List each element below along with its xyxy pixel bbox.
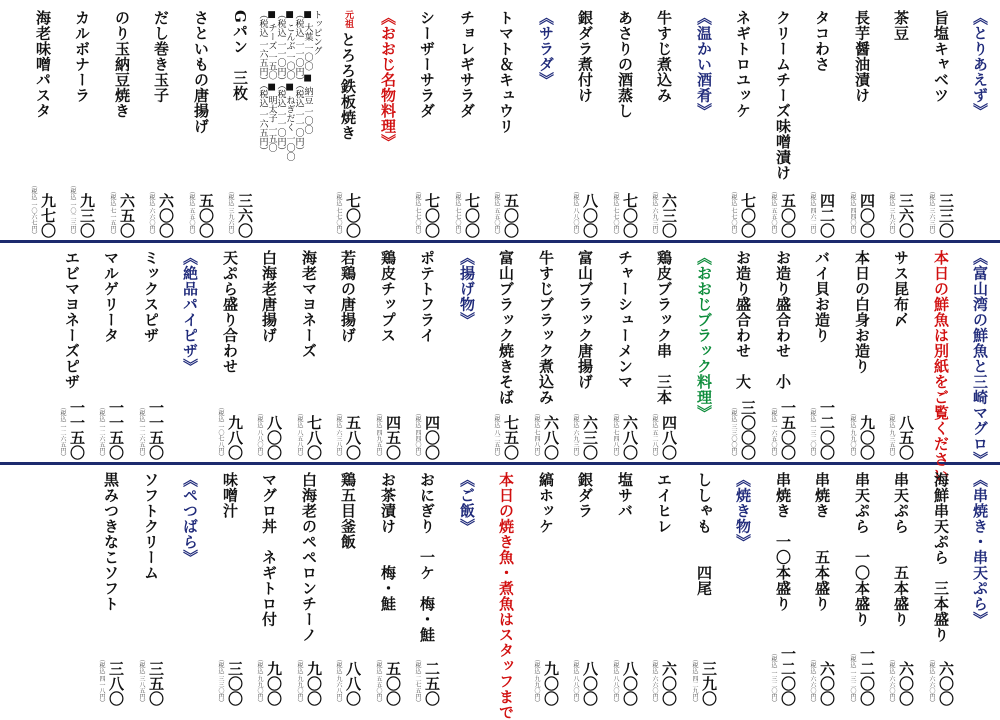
section-title: 《ご飯》 — [458, 472, 476, 534]
item-price: 一一五〇 — [147, 400, 165, 460]
notice-text: 本日の焼き魚・煮魚はスタッフまで — [497, 472, 515, 720]
item-price: 七〇〇 — [423, 193, 441, 238]
item-name: チョレギサラダ — [458, 10, 476, 119]
item-price-tax: （税込 九九〇円） — [296, 656, 303, 706]
menu-item — [94, 246, 127, 460]
menu-item — [687, 468, 720, 706]
item-price-tax: （税込 一〇二三円） — [69, 182, 76, 238]
menu-band-top — [0, 6, 1000, 238]
menu-item — [766, 6, 799, 238]
notice-column — [489, 468, 522, 720]
item-price-tax: （税込 四九五円） — [375, 410, 382, 460]
item-price: 六八〇 — [542, 415, 560, 460]
item-price-tax: （税込 六三八円） — [335, 410, 342, 460]
section-heading — [687, 6, 720, 238]
menu-item — [292, 468, 325, 706]
menu-item — [647, 246, 680, 460]
item-name: タコわさ — [813, 10, 831, 72]
section-heading — [963, 246, 996, 467]
item-price-tax: （税込 六六〇円） — [809, 656, 816, 706]
item-name: さといもの唐揚げ — [192, 10, 210, 134]
item-name: 白海老のペペロンチーノ — [300, 472, 318, 643]
item-price: 六三〇 — [581, 415, 599, 460]
item-price-tax: （税込 八八〇円） — [256, 410, 263, 460]
topping-line: ■ 大葉 一〇〇 ■ 納豆 一〇〇 — [302, 10, 313, 135]
item-price: 三三〇 — [937, 193, 955, 238]
item-price: 九〇〇 — [858, 415, 876, 460]
section-title: 《おおじ名物料理》 — [379, 10, 397, 150]
section-title: 《串焼き・串天ぷら》 — [971, 472, 989, 627]
menu-item — [450, 6, 483, 238]
item-price: 八〇〇 — [265, 415, 283, 460]
item-price-tax: （税込 一三二〇円） — [770, 650, 777, 706]
item-name: 白海老唐揚げ — [260, 250, 278, 343]
item-name: ミックスピザ — [142, 250, 160, 343]
item-price-tax: （税込 七七〇円） — [730, 188, 737, 238]
menu-item — [331, 246, 364, 460]
section-title: 《富山湾の鮮魚と三崎マグロ》 — [971, 250, 989, 467]
item-price-tax: （税込 九九〇円） — [256, 656, 263, 706]
item-price: 九〇〇 — [305, 661, 323, 706]
item-price-tax: （税込 六九三円） — [651, 188, 658, 238]
menu-item — [489, 246, 522, 460]
item-price: 六〇〇 — [818, 661, 836, 706]
section-title: 《焼き物》 — [734, 472, 752, 550]
item-name: マグロ丼 ネギトロ付 — [260, 472, 278, 627]
item-price: 四〇〇 — [858, 193, 876, 238]
item-price-tax: （税込 一三二〇円） — [849, 650, 856, 706]
item-price-tax: （税込 五二八円） — [651, 410, 658, 460]
item-name: クリームチーズ味噌漬け — [774, 10, 792, 181]
item-price-tax: （税込 七四八円） — [533, 410, 540, 460]
item-name: トマト＆キュウリ — [497, 10, 515, 134]
item-price: 八八〇 — [344, 661, 362, 706]
item-name: 茶豆 — [892, 10, 910, 41]
section-heading — [963, 6, 996, 238]
section-heading — [963, 468, 996, 706]
menu-item — [766, 246, 799, 460]
item-name: ししゃも 四尾 — [695, 472, 713, 596]
item-name: 牛すじブラック煮込み — [537, 250, 555, 405]
menu-item — [252, 468, 285, 706]
item-name: 本日の白身お造り — [853, 250, 871, 374]
menu-item — [55, 246, 88, 460]
item-price: 九〇〇 — [542, 661, 560, 706]
menu-item — [134, 246, 167, 460]
item-name: 串天ぷら 一〇本盛り — [853, 472, 871, 627]
item-price-tax: （税込 三九六円） — [888, 188, 895, 238]
menu-item — [489, 6, 522, 238]
item-name: 塩サバ — [616, 472, 634, 519]
topping-line: （税込 一一〇円）（税込 一一〇円） — [293, 10, 304, 156]
menu-item — [845, 468, 878, 706]
menu-band-bottom — [0, 468, 1000, 720]
item-name: 鶏皮チップス — [379, 250, 397, 343]
menu-item — [924, 6, 957, 238]
menu-item — [184, 6, 217, 238]
item-price: 三六〇 — [897, 193, 915, 238]
item-price-tax: （税込 九九〇円） — [849, 410, 856, 460]
item-price: 六〇〇 — [937, 661, 955, 706]
menu-item — [805, 246, 838, 460]
item-price: 九三〇 — [78, 193, 96, 238]
item-price-tax: （税込 三六三円） — [928, 188, 935, 238]
section-title: 《サラダ》 — [537, 10, 555, 88]
item-name: 鶏皮ブラック串 三本 — [655, 250, 673, 405]
menu-item — [805, 6, 838, 238]
menu-item — [529, 246, 562, 460]
menu-band-middle — [0, 246, 1000, 483]
item-price: 六五〇 — [118, 193, 136, 238]
item-price-tax: （税込 三八五円） — [138, 656, 145, 706]
section-title: 《ペつばら》 — [181, 472, 199, 565]
item-name: カルボナーラ — [73, 10, 91, 103]
item-name: 銀ダラ煮付け — [576, 10, 594, 103]
item-price: 五八〇 — [344, 415, 362, 460]
topping-line: （税込 一一〇円）（税込 一一〇円） — [275, 10, 286, 156]
item-name: 牛すじ煮込み — [655, 10, 673, 103]
menu-item — [213, 246, 246, 460]
menu-item — [331, 468, 364, 706]
item-price-tax: （税込 七七〇円） — [335, 188, 342, 238]
item-name: サス昆布〆 — [892, 250, 910, 328]
item-name: 海鮮串天ぷら 三本盛り — [932, 472, 950, 643]
item-price-tax: （税込 三三〇〇円） — [730, 404, 737, 460]
item-name: お造り盛合わせ 小 — [774, 250, 792, 390]
item-price-tax: （税込 五五〇円） — [375, 656, 382, 706]
menu-item — [647, 468, 680, 706]
item-price-tax: （税込 一二六五円） — [138, 404, 145, 460]
menu-item — [371, 468, 404, 706]
item-price-tax: （税込 一〇七八円） — [217, 404, 224, 460]
item-name: 富山ブラック焼きそば — [497, 250, 515, 405]
item-price-tax: （税込 六六〇円） — [928, 656, 935, 706]
menu-item — [884, 246, 917, 460]
item-price: 二五〇 — [423, 661, 441, 706]
item-name: シーザーサラダ — [418, 10, 436, 119]
item-price-tax: （税込 四一八円） — [98, 656, 105, 706]
item-name: のり玉納豆焼き — [113, 10, 131, 119]
item-name: 串焼き 五本盛り — [813, 472, 831, 612]
section-heading — [173, 246, 206, 460]
item-price: 三〇〇 — [226, 661, 244, 706]
topping-line: ■ こんぶ 一〇〇 ■ ねぎだく 一〇〇 — [284, 10, 295, 162]
item-price-tax: （税込 四四〇円） — [414, 410, 421, 460]
item-price: 一二〇〇 — [779, 646, 797, 706]
topping-line: ■ チーズ 一五〇 ■ 明太子 一五〇 — [266, 10, 277, 153]
item-price: 五〇〇 — [384, 661, 402, 706]
section-title: 《絶品パイピザ》 — [181, 250, 199, 374]
item-price: 五〇〇 — [779, 193, 797, 238]
menu-item — [608, 6, 641, 238]
item-price: 六三〇 — [660, 193, 678, 238]
item-price: 七〇〇 — [344, 193, 362, 238]
item-price: 八〇〇 — [621, 661, 639, 706]
item-price: 四五〇 — [384, 415, 402, 460]
menu-item — [568, 468, 601, 706]
item-name: Gパン 三枚 — [231, 10, 249, 101]
item-price-tax: （税込 九六八円） — [335, 656, 342, 706]
item-name: 海老マヨネーズ — [300, 250, 318, 359]
item-price: 三六〇 — [236, 193, 254, 238]
item-price-tax: （税込 八八〇円） — [572, 188, 579, 238]
item-price-tax: （税込 七一五円） — [109, 188, 116, 238]
item-price-tax: （税込 一〇六七円） — [30, 182, 37, 238]
item-name: お造り盛合わせ 大 — [734, 250, 752, 390]
item-name: 銀ダラ — [576, 472, 594, 519]
item-price: 一二〇〇 — [858, 646, 876, 706]
section-title: 《温かい酒肴》 — [695, 10, 713, 119]
menu-item — [410, 246, 443, 460]
section-heading — [450, 246, 483, 460]
item-price-tax: （税込 七七〇円） — [612, 188, 619, 238]
divider-line-1 — [0, 240, 1000, 243]
item-price: 五〇〇 — [502, 193, 520, 238]
item-name: お茶漬け 梅・鮭 — [379, 472, 397, 612]
item-name: エビマヨネーズピザ — [63, 250, 81, 390]
item-price-tax: （税込 一二六五円） — [98, 404, 105, 460]
item-price-tax: （税込 七四八円） — [612, 410, 619, 460]
item-price: 三八〇 — [107, 661, 125, 706]
item-price-tax: （税込 九三五円） — [888, 410, 895, 460]
item-name: 鶏五目釜飯 — [339, 472, 357, 550]
item-name: 黒みつきなこソフト — [102, 472, 120, 612]
item-price: 七八〇 — [305, 415, 323, 460]
item-price: 一一五〇 — [68, 400, 86, 460]
section-heading — [450, 468, 483, 706]
item-price-tax: （税込 七七〇円） — [414, 188, 421, 238]
menu-item — [568, 6, 601, 238]
menu-item — [94, 468, 127, 706]
divider-line-2 — [0, 462, 1000, 465]
item-price: 三九〇 — [700, 661, 718, 706]
item-name: あさりの酒蒸し — [616, 10, 634, 119]
menu-item — [726, 246, 759, 460]
item-price-tax: （税込 五五〇円） — [493, 188, 500, 238]
item-name: エイヒレ — [655, 472, 673, 534]
menu-item — [884, 468, 917, 706]
item-price: 三五〇 — [147, 661, 165, 706]
topping-line: （税込 一六五円）（税込 一六五円） — [257, 10, 268, 156]
item-price-tax: （税込 九九〇円） — [533, 656, 540, 706]
item-price: 六〇〇 — [660, 661, 678, 706]
item-name: 串天ぷら 五本盛り — [892, 472, 910, 627]
item-price: 五〇〇 — [197, 193, 215, 238]
item-price: 四八〇 — [660, 415, 678, 460]
item-price: 一二〇〇 — [818, 400, 836, 460]
item-price-tax: （税込 一二六五円） — [59, 404, 66, 460]
menu-item — [105, 6, 138, 238]
menu-item — [213, 468, 246, 706]
item-price-tax: （税込 八八〇円） — [612, 656, 619, 706]
item-price-tax: （税込 二七五円） — [414, 656, 421, 706]
menu-item — [726, 6, 759, 238]
item-price: 七五〇 — [502, 415, 520, 460]
section-heading — [529, 6, 562, 238]
item-price: 六〇〇 — [897, 661, 915, 706]
menu-item — [608, 468, 641, 706]
menu-item — [647, 6, 680, 238]
item-price-tax: （税込 八二五円） — [493, 410, 500, 460]
item-price: 七〇〇 — [463, 193, 481, 238]
item-name: チャーシューメンマ — [616, 250, 634, 390]
menu-item — [371, 246, 404, 460]
menu-item — [608, 246, 641, 460]
item-name: 味噌汁 — [221, 472, 239, 519]
item-price-tax: （税込 三三〇円） — [217, 656, 224, 706]
item-name: 海老味噌パスタ — [34, 10, 52, 119]
menu-item — [805, 468, 838, 706]
item-price-tax: （税込 五五〇円） — [770, 188, 777, 238]
menu-item — [292, 246, 325, 460]
item-price: 六〇〇 — [157, 193, 175, 238]
item-price-tax: （税込 六六〇円） — [148, 188, 155, 238]
item-price: 七〇〇 — [739, 193, 757, 238]
menu-item — [845, 6, 878, 238]
item-name: だし巻き玉子 — [152, 10, 170, 103]
item-name: 串焼き 一〇本盛り — [774, 472, 792, 612]
item-name: マルゲリータ — [102, 250, 120, 343]
menu-item — [924, 468, 957, 706]
item-name: 天ぷら盛り合わせ — [221, 250, 239, 374]
item-price: 三〇〇〇 — [739, 400, 757, 460]
menu-item — [884, 6, 917, 238]
item-name: 縞ホッケ — [537, 472, 555, 534]
item-price-tax: （税込 四二九円） — [691, 656, 698, 706]
item-name: 富山ブラック唐揚げ — [576, 250, 594, 390]
menu-item — [252, 246, 285, 460]
section-heading — [687, 246, 720, 460]
item-price-tax: （税込 三九六円） — [227, 188, 234, 238]
menu-item — [144, 6, 177, 238]
item-price-tax: （税込 六六〇円） — [651, 656, 658, 706]
menu-item — [26, 6, 59, 238]
item-name: ネギトロユッケ — [734, 10, 752, 119]
item-price: 一一五〇 — [107, 400, 125, 460]
original-tag: 元祖 — [343, 10, 353, 28]
section-title: 《おおじブラック料理》 — [695, 250, 713, 421]
section-heading — [726, 468, 759, 706]
item-name: 旨塩キャベツ — [932, 10, 950, 103]
item-price: 九七〇 — [39, 193, 57, 238]
item-price: 八〇〇 — [581, 661, 599, 706]
item-price: 九八〇 — [226, 415, 244, 460]
item-name: 長芋醤油漬け — [853, 10, 871, 103]
item-price-tax: （税込 七七〇円） — [454, 188, 461, 238]
menu-item — [410, 468, 443, 706]
item-price-tax: （税込 八八〇円） — [572, 656, 579, 706]
notice-text: 本日の鮮魚は別紙をご覧ください — [932, 250, 950, 483]
menu-item — [845, 246, 878, 460]
item-price: 七〇〇 — [621, 193, 639, 238]
item-name: ソフトクリーム — [142, 472, 160, 581]
item-price-tax: （税込 一三二〇円） — [809, 404, 816, 460]
menu-item — [529, 468, 562, 706]
item-price: 六八〇 — [621, 415, 639, 460]
topping-line: トッピング — [311, 10, 322, 55]
item-price: 八〇〇 — [581, 193, 599, 238]
item-price-tax: （税込 五五〇円） — [188, 188, 195, 238]
notice-column — [924, 246, 957, 483]
item-price-tax: （税込 六六〇円） — [888, 656, 895, 706]
item-price: 八五〇 — [897, 415, 915, 460]
menu-item — [223, 6, 256, 238]
item-price-tax: （税込 八五八円） — [296, 410, 303, 460]
section-title: 《揚げ物》 — [458, 250, 476, 328]
item-price-tax: （税込 六九三円） — [572, 410, 579, 460]
item-price: 四〇〇 — [423, 415, 441, 460]
topping-options — [257, 10, 325, 210]
item-price-tax: （税込 四六二円） — [809, 188, 816, 238]
menu-item — [766, 468, 799, 706]
item-name: バイ貝お造り — [813, 250, 831, 343]
menu-item — [410, 6, 443, 238]
item-price: 一五〇〇 — [779, 400, 797, 460]
item-name: 若鶏の唐揚げ — [339, 250, 357, 343]
item-name: ポテトフライ — [418, 250, 436, 343]
item-price-tax: （税込 四四〇円） — [849, 188, 856, 238]
menu-item — [331, 6, 364, 238]
section-heading — [371, 6, 404, 238]
menu-item — [568, 246, 601, 460]
section-heading — [173, 468, 206, 706]
item-name: とろろ鉄板焼き — [339, 32, 357, 141]
item-price-tax: （税込 一六五〇円） — [770, 404, 777, 460]
menu-item — [65, 6, 98, 238]
item-price: 九〇〇 — [265, 661, 283, 706]
item-price: 四二〇 — [818, 193, 836, 238]
menu-item — [134, 468, 167, 706]
item-name: おにぎり 一ケ 梅・鮭 — [418, 472, 436, 643]
section-title: 《とりあえず》 — [971, 10, 989, 119]
